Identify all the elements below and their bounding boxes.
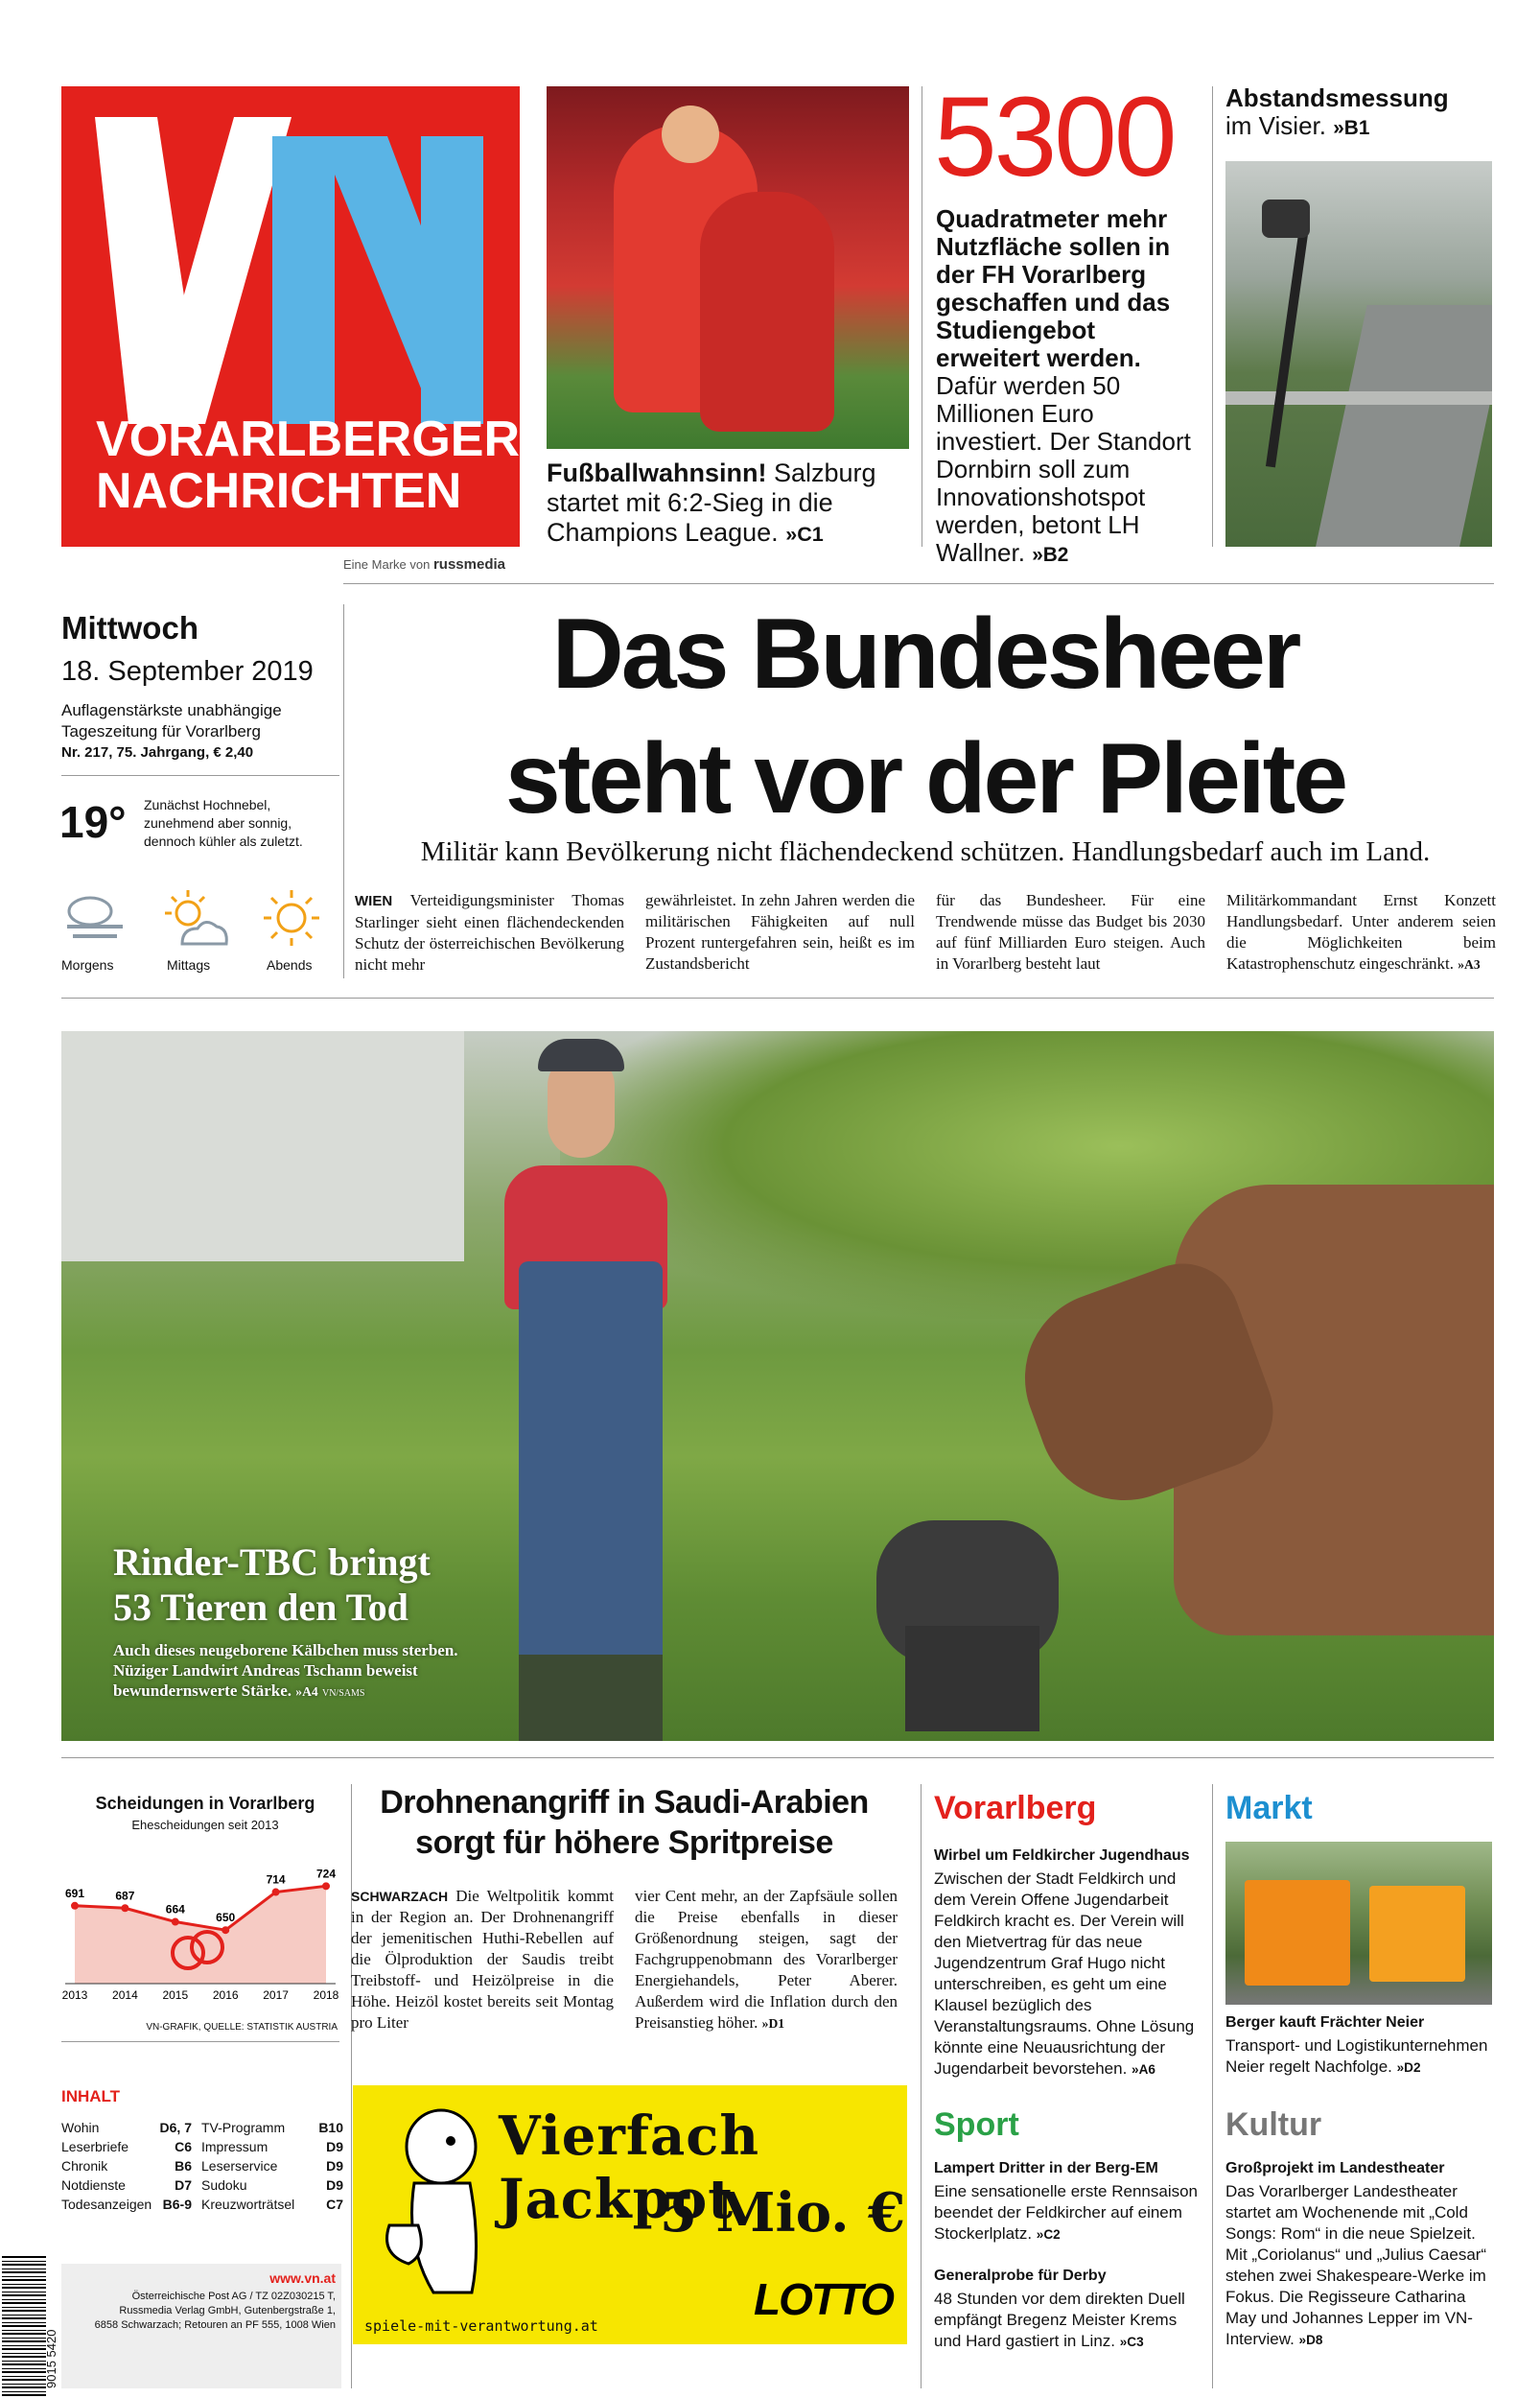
lead-place: WIEN: [355, 893, 393, 909]
drohnen-col2-text: vier Cent mehr, an der Zapfsäule sollen die Preise ebenfalls in dieser Größenordnung steigen, sagt der Fachgruppenobmann des Vorarlberger Energiehandels, Peter Aberer. Außerdem wird die Inflation durch den Preisanstieg höher.: [635, 1887, 898, 2032]
chart-tick-label: 2018: [313, 1988, 339, 2002]
champions-league-photo[interactable]: [547, 86, 909, 449]
house-shape: [61, 1031, 464, 1261]
teaser-fh-number: 5300: [934, 74, 1175, 200]
sport-head1: Lampert Dritter in der Berg-EM: [934, 2160, 1158, 2176]
farmer-cow-photo[interactable]: [61, 1031, 1494, 1741]
teaser-fh-ref[interactable]: »B2: [1032, 544, 1069, 566]
inhalt-label: Leserservice: [201, 2158, 278, 2174]
markt-head: Berger kauft Frächter Neier: [1225, 2014, 1425, 2031]
chart-point: [121, 1904, 128, 1912]
inhalt-row[interactable]: [201, 2118, 343, 2137]
inhalt-row[interactable]: [61, 2137, 192, 2156]
lead-col-2: gewährleistet. In zehn Jahren werden die militärischen Fähigkeiten auf null Prozent runtergefahren sein, heißt es im Zustandsbericht: [645, 891, 915, 973]
footer-box: [61, 2264, 341, 2388]
lead-body: [355, 890, 1496, 976]
lead-bottom-rule: [61, 998, 1494, 999]
inhalt-page: D9: [326, 2158, 343, 2174]
kultur-text: [1225, 2181, 1494, 2351]
cloud-fog-icon: [61, 890, 130, 948]
sport-head2: Generalprobe für Derby: [934, 2268, 1107, 2284]
chart-tick-label: 2015: [162, 1988, 189, 2002]
farmer-overalls: [519, 1261, 663, 1674]
lead-headline-line2[interactable]: steht vor der Pleite: [504, 723, 1346, 835]
lead-col1-text: Verteidigungsminister Thomas Starlinger sieht einen flächendeckenden Schutz der österreichischen Bevölkerung nicht mehr: [355, 891, 624, 974]
player-head: [662, 106, 719, 163]
inhalt-label: Sudoku: [201, 2177, 247, 2193]
dateline-date: 18. September 2019: [61, 656, 314, 687]
inhalt-page: B6: [175, 2158, 192, 2174]
lotto-title: Vierfach Jackpot: [499, 2104, 760, 2231]
teaser-sport-text[interactable]: [547, 458, 911, 549]
masthead-name-line2: NACHRICHTEN: [96, 463, 462, 519]
sport-body1: Eine sensationelle erste Rennsaison beendet der Feldkircher auf einem Stockerlplatz.: [934, 2182, 1199, 2243]
inhalt-row[interactable]: [61, 2175, 192, 2195]
chart-point: [222, 1926, 229, 1934]
vorarlberg-head: Wirbel um Feldkircher Jugendhaus: [934, 1847, 1190, 1864]
brand-note-text: Eine Marke von: [343, 557, 431, 572]
inhalt-label: Impressum: [201, 2139, 268, 2154]
inhalt-row[interactable]: [201, 2195, 343, 2214]
vn-logo-mark: [90, 117, 493, 443]
road: [1314, 305, 1492, 547]
radar-photo[interactable]: [1225, 161, 1492, 547]
sport-ref2[interactable]: »C3: [1119, 2335, 1144, 2349]
inhalt-page: B6-9: [162, 2197, 192, 2212]
inhalt-page: C7: [326, 2197, 343, 2212]
sun-cloud-icon: [161, 886, 230, 950]
lead-col-1: [355, 890, 624, 976]
kultur-body: Das Vorarlberger Landestheater startet am Wochenende mit „Cold Songs: Rom“ in die neue Spielzeit. Mit „Coriolanus“ und „Julius Caesar“ stehen zwei Shakespeare-Werke im Fokus. Die Regisseure Catharina May und Johannes Lepper im VN-Interview.: [1225, 2182, 1487, 2348]
calf-legs: [905, 1626, 1039, 1731]
drohnen-ref[interactable]: »D1: [761, 2016, 785, 2031]
divider: [921, 1784, 922, 2388]
inhalt-title: INHALT: [61, 2087, 121, 2105]
sport-text2: [934, 2289, 1199, 2353]
barcode-number: 9015 5420: [44, 2329, 58, 2388]
chart-subtitle: Ehescheidungen seit 2013: [131, 1818, 279, 1832]
footer-url[interactable]: www.vn.at: [269, 2270, 336, 2286]
drohnen-col-1: [351, 1886, 614, 2034]
weather-temp: 19°: [59, 797, 127, 847]
divider: [61, 775, 339, 776]
chart-data-label: 687: [115, 1889, 135, 1903]
brand-russmedia: russmedia: [432, 556, 505, 573]
inhalt-label: TV-Programm: [201, 2120, 286, 2135]
drohnen-headline1[interactable]: Drohnenangriff in Saudi-Arabien: [380, 1784, 869, 1821]
section-sport[interactable]: Sport: [934, 2106, 1019, 2143]
inhalt-label: Chronik: [61, 2158, 108, 2174]
footer-line2: Russmedia Verlag GmbH, Gutenbergstraße 1,: [119, 2305, 336, 2316]
barcode: [2, 2254, 46, 2396]
chart-data-label: 714: [266, 1872, 286, 1887]
inhalt-row[interactable]: [61, 2195, 192, 2214]
vorarlberg-body: Zwischen der Stadt Feldkirch und dem Verein Offene Jugendarbeit Feldkirch kracht es. Der Verein will den Mietvertrag für das neue Jugendzentrum Graf Hugo nicht unterschreiben, es geht um eine Klausel bezüglich des Veranstaltungsraums. Ohne Lösung könnte eine Neuausrichtung der Jugendarbeit bevorstehen.: [934, 1869, 1195, 2078]
sport-body2: 48 Stunden vor dem direkten Duell empfängt Bregenz Meister Krems und Hard gastiert in Linz.: [934, 2290, 1185, 2350]
photo-story-text: [113, 1640, 497, 1704]
inhalt-page: C6: [175, 2139, 192, 2154]
teaser-radar-ref[interactable]: »B1: [1333, 117, 1370, 139]
section-kultur[interactable]: Kultur: [1225, 2106, 1322, 2143]
dateline-tagline2: Tageszeitung für Vorarlberg: [61, 722, 261, 741]
photo-bottom-rule: [61, 1757, 1494, 1758]
photo-story-headline1[interactable]: Rinder-TBC bringt: [113, 1540, 431, 1584]
chart-data-label: 724: [315, 1867, 337, 1881]
inhalt-row[interactable]: [201, 2137, 343, 2156]
chart-point: [272, 1889, 280, 1896]
inhalt-label: Todesanzeigen: [61, 2197, 152, 2212]
vorarlberg-text: [934, 1869, 1197, 2081]
sun-icon: [257, 886, 326, 950]
bridge-rail: [1225, 391, 1492, 405]
inhalt-row[interactable]: [61, 2156, 192, 2175]
divorce-chart: [61, 1840, 339, 2022]
masthead-rule: [343, 583, 1494, 584]
brand-note: [343, 556, 505, 573]
chart-title: Scheidungen in Vorarlberg: [95, 1794, 315, 1813]
inhalt-row[interactable]: [61, 2118, 192, 2137]
sport-text1: [934, 2181, 1199, 2245]
dateline-issue: Nr. 217, 75. Jahrgang, € 2,40: [61, 744, 254, 761]
masthead-logo[interactable]: [61, 86, 520, 547]
lead-subhead: Militär kann Bevölkerung nicht flächendeckend schützen. Handlungsbedarf auch im Land.: [420, 836, 1431, 867]
farmer-cap: [538, 1039, 624, 1071]
lotto-logo: LOTTO: [754, 2274, 894, 2324]
inhalt-page: B10: [318, 2120, 343, 2135]
divider: [351, 1784, 352, 2388]
chart-source: VN-GRAFIK, QUELLE: STATISTIK AUSTRIA: [146, 2022, 338, 2033]
divider: [1212, 86, 1213, 547]
divider: [343, 604, 344, 978]
radar-device-icon: [1262, 200, 1310, 238]
inhalt-label: Leserbriefe: [61, 2139, 129, 2154]
drohnen-place: SCHWARZACH: [351, 1889, 449, 1904]
logo-n-left: [272, 136, 335, 424]
weather-label-noon: Mittags: [167, 957, 211, 973]
photo-story-headline2[interactable]: 53 Tieren den Tod: [113, 1586, 408, 1629]
vorarlberg-ref[interactable]: »A6: [1132, 2062, 1155, 2077]
inhalt-page: D9: [326, 2139, 343, 2154]
inhalt-page: D7: [175, 2177, 192, 2193]
player-shape-2: [700, 192, 834, 432]
lead-col-4: [1226, 890, 1496, 976]
inhalt-row[interactable]: [201, 2156, 343, 2175]
logo-n-right: [421, 136, 483, 424]
markt-ref[interactable]: »D2: [1396, 2060, 1421, 2075]
lotto-amount: 5 Mio. €: [660, 2181, 906, 2245]
teaser-radar-text[interactable]: [1225, 84, 1494, 142]
section-markt[interactable]: Markt: [1225, 1790, 1313, 1826]
tripod: [1266, 220, 1310, 468]
farmer-boots: [519, 1655, 663, 1741]
inhalt-label: Wohin: [61, 2120, 100, 2135]
lotto-url[interactable]: spiele-mit-verantwortung.at: [364, 2317, 598, 2335]
dateline-tagline1: Auflagenstärkste unabhängige: [61, 701, 282, 719]
lead-ref[interactable]: »A3: [1458, 957, 1481, 972]
chart-tick-label: 2013: [61, 1988, 88, 2002]
lotto-ad[interactable]: [353, 2085, 907, 2344]
drohnen-headline2[interactable]: sorgt für höhere Spritpreise: [415, 1824, 833, 1861]
footer-line1: Österreichische Post AG / TZ 02Z030215 T,: [131, 2291, 336, 2302]
masthead-name-line1: VORARLBERGER: [96, 411, 521, 467]
teaser-fh-bold: Quadratmeter mehr Nutzfläche sollen in der FH Vorarlberg geschaffen und das Studiengebot erweitert werden.: [936, 204, 1171, 372]
dateline-weekday: Mittwoch: [61, 610, 198, 646]
teaser-sport-ref[interactable]: »C1: [785, 522, 824, 546]
chart-tick-label: 2016: [212, 1988, 239, 2002]
teaser-sport-body: Salzburg startet mit 6:2-Sieg in die Champions League.: [547, 458, 876, 547]
teaser-radar-body: im Visier.: [1225, 111, 1326, 140]
inhalt-page: D6, 7: [159, 2120, 192, 2135]
inhalt-page: D9: [326, 2177, 343, 2193]
chart-data-label: 691: [64, 1886, 85, 1900]
inhalt-label: Kreuzworträtsel: [201, 2197, 295, 2212]
lead-headline-line1[interactable]: Das Bundesheer: [551, 599, 1299, 710]
divider: [61, 2041, 339, 2042]
markt-body: Transport- und Logistikunternehmen Neier regelt Nachfolge.: [1225, 2036, 1488, 2076]
photo-story-body: Auch dieses neugeborene Kälbchen muss sterben. Nüziger Landwirt Andreas Tschann beweist bewundernswerte Stärke.: [113, 1641, 458, 1700]
drohnen-col-2: [635, 1886, 898, 2034]
lead-col-3: für das Bundesheer. Für eine Trendwende müsse das Budget bis 2030 auf fünf Milliarden Euro steigen. Auch in Vorarlberg besteht laut: [936, 891, 1205, 973]
teaser-fh-text[interactable]: [936, 205, 1197, 569]
drohnen-col1-text: Die Weltpolitik kommt in der Region an. Der Drohnenangriff der jemenitischen Huthi-Rebellen auf die Ölproduktion der Saudis treibt Treibstoff- und Heizölpreise in die Höhe. Heizöl kostet bereits seit Montag pro Liter: [351, 1887, 614, 2032]
photo-credit: VN/SAMS: [321, 1688, 365, 1699]
truck-1: [1245, 1880, 1350, 1986]
drohnen-body: [351, 1886, 898, 2034]
chart-data-label: 650: [216, 1911, 236, 1925]
kultur-head: Großprojekt im Landestheater: [1225, 2160, 1445, 2176]
chart-data-label: 664: [165, 1902, 185, 1916]
weather-label-morning: Morgens: [61, 957, 114, 973]
markt-text: [1225, 2035, 1494, 2079]
photo-story-ref[interactable]: »A4: [295, 1684, 318, 1699]
trucks-photo[interactable]: [1225, 1842, 1492, 2005]
lead-col4-text: Militärkommandant Ernst Konzett Handlungsbedarf. Unter anderem seien die Möglichkeiten beim Katastrophenschutz eingeschränkt.: [1226, 891, 1496, 973]
inhalt-left-list: [61, 2118, 192, 2214]
kultur-ref[interactable]: »D8: [1298, 2333, 1323, 2347]
sport-ref1[interactable]: »C2: [1036, 2227, 1061, 2242]
inhalt-row[interactable]: [201, 2175, 343, 2195]
lotto-mascot-icon: [376, 2101, 501, 2302]
teaser-sport-bold: Fußballwahnsinn!: [547, 458, 767, 487]
chart-point: [172, 1918, 179, 1926]
footer-line3: 6858 Schwarzach; Retouren an PF 555, 1008 Wien: [94, 2319, 336, 2331]
chart-tick-label: 2017: [263, 1988, 289, 2002]
chart-tick-label: 2014: [112, 1988, 138, 2002]
inhalt-right-list: [201, 2118, 343, 2214]
chart-point: [71, 1902, 79, 1910]
inhalt-label: Notdienste: [61, 2177, 126, 2193]
truck-2: [1369, 1886, 1465, 1982]
teaser-fh-body: Dafür werden 50 Millionen Euro investiert. Der Standort Dornbirn soll zum Innovationshotspot werden, betont LH Wallner.: [936, 371, 1191, 567]
divider: [1212, 1784, 1213, 2388]
chart-point: [322, 1882, 330, 1890]
teaser-radar-bold: Abstandsmessung: [1225, 83, 1449, 112]
weather-label-evening: Abends: [267, 957, 313, 973]
weather-text: Zunächst Hochnebel, zunehmend aber sonnig, dennoch kühler als zuletzt.: [144, 797, 303, 849]
section-vorarlberg[interactable]: Vorarlberg: [934, 1790, 1097, 1826]
